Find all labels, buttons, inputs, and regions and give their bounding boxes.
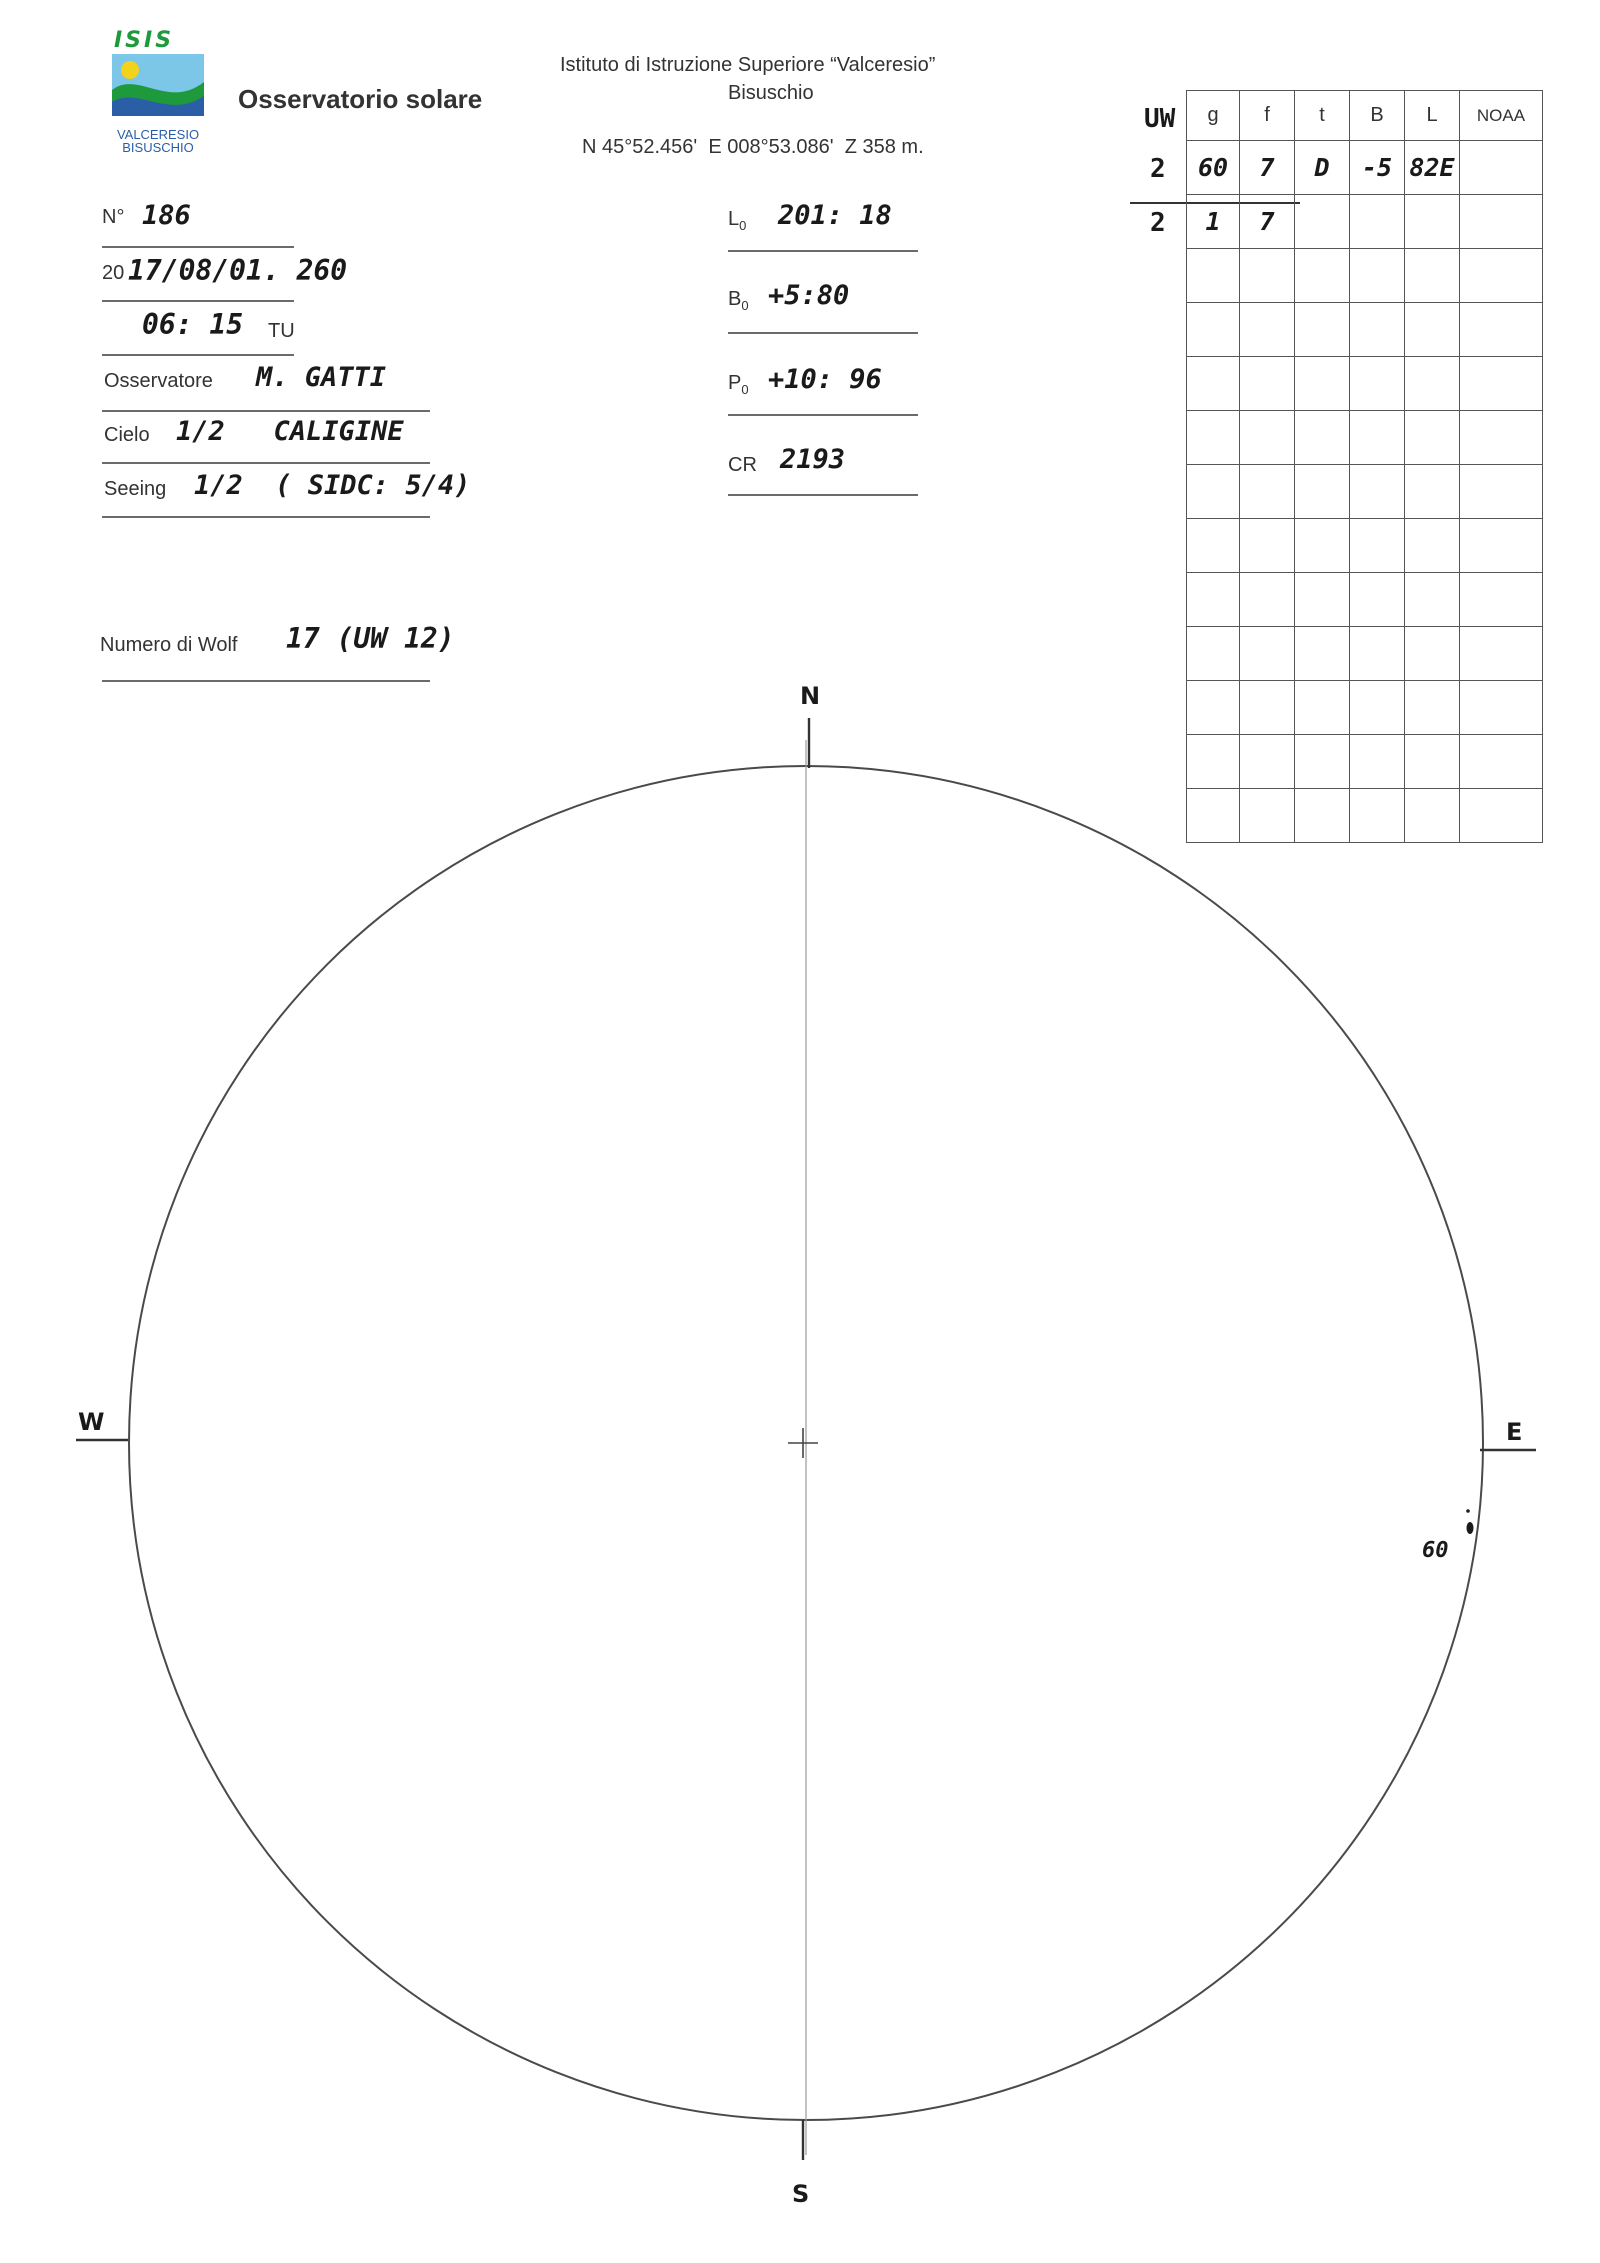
table-cell [1240,357,1295,411]
table-cell [1295,627,1350,681]
table-row [1187,573,1543,627]
table-cell [1405,627,1460,681]
uw-value: 2 [1150,208,1166,238]
table-cell: -5 [1350,141,1405,195]
sunspot-60-small [1466,1509,1470,1513]
date-rule [102,300,294,302]
table-row [1187,735,1543,789]
table-cell [1240,573,1295,627]
table-cell [1295,465,1350,519]
cr-label: CR [728,454,757,476]
p0-label [728,372,749,397]
table-cell [1350,735,1405,789]
table-cell [1295,411,1350,465]
table-header-cell: NOAA [1460,91,1543,141]
table-cell: 7 [1240,195,1295,249]
table-cell [1295,735,1350,789]
l0-letter: L [728,208,740,230]
seeing-rule [102,516,430,518]
b0-letter: B [728,288,742,310]
table-cell [1350,465,1405,519]
table-cell [1405,573,1460,627]
observatory-coordinates: N 45°52.456' E 008°53.086' Z 358 m. [582,136,924,158]
table-row [1187,465,1543,519]
table-cell [1405,357,1460,411]
table-cell [1350,519,1405,573]
table-cell [1240,519,1295,573]
table-header-cell: f [1240,91,1295,141]
table-cell [1460,627,1543,681]
wolf-rule [102,680,430,682]
table-cell [1460,249,1543,303]
west-label: W [78,1408,105,1436]
b0-value: +5:80 [768,280,850,311]
table-cell [1460,465,1543,519]
table-cell [1350,195,1405,249]
cr-rule [728,494,918,496]
table-cell [1350,789,1405,843]
logo-sub-2: BISUSCHIO [122,140,194,155]
date-prefix: 20 [102,262,125,284]
table-cell [1187,519,1240,573]
table-cell [1405,735,1460,789]
table-row [1187,249,1543,303]
table-cell: 60 [1187,141,1240,195]
table-cell [1350,627,1405,681]
logo-emblem-icon [108,50,208,120]
b0-rule [728,332,918,334]
table-cell [1295,681,1350,735]
table-cell [1350,303,1405,357]
table-cell [1187,411,1240,465]
table-cell: 1 [1187,195,1240,249]
table-cell: D [1295,141,1350,195]
time-suffix: TU [268,320,295,342]
table-cell [1405,681,1460,735]
table-row [1187,411,1543,465]
b0-sub: 0 [741,298,749,313]
table-cell [1187,681,1240,735]
l0-sub: 0 [739,218,747,233]
sunspot-60-main [1467,1522,1474,1534]
p0-letter: P [728,372,742,394]
cr-value: 2193 [780,444,846,475]
logo [108,28,218,158]
sunspot-group-label: 60 [1422,1538,1449,1563]
table-row [1187,141,1543,195]
table-cell [1187,735,1240,789]
table-row [1187,519,1543,573]
observer-label: Osservatore [104,370,213,392]
table-header-cell: B [1350,91,1405,141]
wolf-label: Numero di Wolf [100,634,238,656]
logo-wordmark: ISIS [114,28,175,53]
table-cell [1460,195,1543,249]
institute-town: Bisuschio [728,82,814,104]
table-row [1187,789,1543,843]
logo-sub-1: VALCERESIO [116,127,200,142]
table-cell [1460,303,1543,357]
table-body [1187,141,1543,843]
table-cell [1295,573,1350,627]
table-cell [1460,789,1543,843]
table-cell [1295,789,1350,843]
table-cell [1240,735,1295,789]
table-cell [1240,681,1295,735]
solar-disk-outline [129,766,1483,2120]
p0-sub: 0 [741,382,749,397]
table-cell [1350,249,1405,303]
table-cell [1240,303,1295,357]
table-cell [1295,249,1350,303]
table-row [1187,195,1543,249]
p0-value: +10: 96 [768,364,882,395]
table-row [1187,627,1543,681]
table-cell [1187,627,1240,681]
table-cell [1460,141,1543,195]
table-header-cell: L [1405,91,1460,141]
table-cell [1405,411,1460,465]
seeing-label: Seeing [104,478,167,500]
l0-rule [728,250,918,252]
table-cell [1240,627,1295,681]
time-value: 06: 15 [142,308,244,341]
page-title: Osservatorio solare [238,84,483,114]
seeing-value: 1/2 ( SIDC: 5/4) [194,470,471,501]
table-cell [1187,465,1240,519]
table-cell [1350,681,1405,735]
table-row [1187,357,1543,411]
table-cell: 82E [1405,141,1460,195]
sunspot-table [1186,90,1543,843]
sky-label: Cielo [104,424,150,446]
table-cell [1295,303,1350,357]
table-cell [1460,681,1543,735]
table-cell [1240,789,1295,843]
table-header-cell: t [1295,91,1350,141]
uw-header: UW [1144,104,1176,134]
observer-value: M. GATTI [256,362,387,393]
number-label: N° [102,206,125,228]
table-cell [1187,303,1240,357]
table-cell [1295,357,1350,411]
table-cell [1240,249,1295,303]
table-cell [1187,573,1240,627]
table-cell [1187,249,1240,303]
table-cell [1240,465,1295,519]
table-row [1187,303,1543,357]
table-cell [1295,519,1350,573]
east-label: E [1506,1418,1523,1446]
uw-value: 2 [1150,154,1166,184]
table-cell [1460,735,1543,789]
table-cell [1405,789,1460,843]
wolf-value: 17 (UW 12) [286,622,455,655]
table-header-row [1187,91,1543,141]
date-value: 17/08/01. 260 [128,254,348,287]
table-cell [1405,465,1460,519]
table-cell [1460,573,1543,627]
north-label: N [800,682,821,710]
observer-rule [102,410,430,412]
table-cell: 7 [1240,141,1295,195]
sky-rule [102,462,430,464]
south-label: S [792,2180,810,2208]
table-cell [1350,411,1405,465]
number-rule [102,246,294,248]
table-cell [1350,573,1405,627]
table-cell [1240,411,1295,465]
b0-label [728,288,749,313]
table-cell [1460,411,1543,465]
table-cell [1350,357,1405,411]
table-row [1187,681,1543,735]
table-cell [1295,195,1350,249]
table-cell [1405,249,1460,303]
p0-rule [728,414,918,416]
table-cell [1405,303,1460,357]
table-cell [1187,357,1240,411]
table-cell [1187,789,1240,843]
sky-value: 1/2 CALIGINE [176,416,404,447]
l0-label [728,208,746,233]
table-cell [1460,519,1543,573]
time-rule [102,354,294,356]
table-cell [1405,519,1460,573]
l0-value: 201: 18 [778,200,892,231]
table-cell [1460,357,1543,411]
table-cell [1405,195,1460,249]
number-value: 186 [142,200,191,231]
institute-name: Istituto di Istruzione Superiore “Valceresio” [560,54,936,76]
table-header-cell: g [1187,91,1240,141]
